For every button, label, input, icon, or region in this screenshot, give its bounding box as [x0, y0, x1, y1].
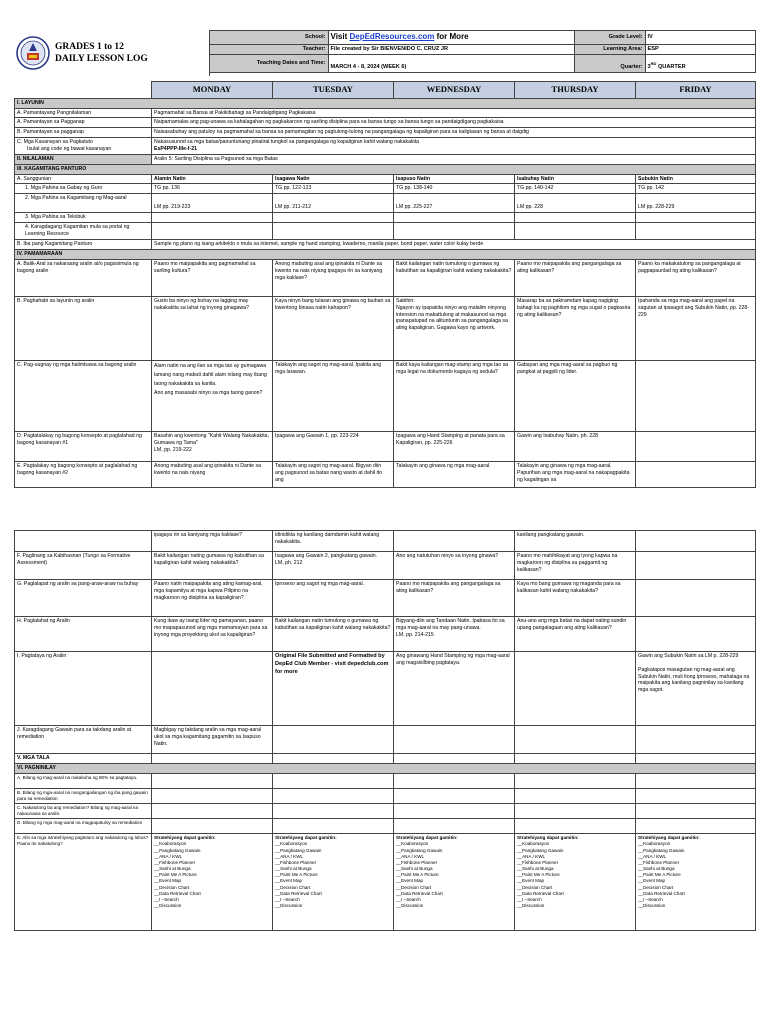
nilalaman-value: Aralin 5: Sariling Disiplina sa Pagsunod sa mga Batas — [152, 154, 756, 164]
row-label — [15, 138, 152, 155]
cell — [273, 726, 394, 754]
day-monday: MONDAY — [152, 82, 273, 98]
cell — [515, 652, 636, 726]
strategy-title: Stratehiyang dapat gamitin: — [638, 834, 700, 840]
section-pamamaraan: IV. PAMAMARAAN — [15, 249, 756, 259]
cell: Anu-ano ang mga batas na dapat nating sundin upang pangalagaan ang ating kalikasan? — [515, 617, 636, 652]
heading-cell: Alamin Natin — [152, 174, 273, 184]
school-link[interactable]: DepEdResources.com — [349, 32, 435, 41]
area-label: Learning Area: — [574, 44, 645, 54]
strategy-item: __Decision Chart — [154, 884, 190, 890]
cell — [152, 652, 273, 726]
strategy-item: __Fishbone Planner — [154, 859, 196, 865]
strategy-item: __I –Search — [517, 897, 542, 902]
cell: LM pp. 228 — [515, 194, 636, 213]
strategy-item: __Event Map — [396, 878, 424, 884]
strategy-item: __I –Search — [154, 897, 179, 902]
strategy-title: Stratehiyang dapat gamitin: — [275, 834, 337, 840]
section-layunin: I. LAYUNIN — [15, 98, 756, 108]
cell: TG pp. 136 — [152, 184, 273, 194]
row-value: Sample ng plano ng isang arkitekto o mula sa internet, sample ng hand stamping, kwaderno, manila paper, bond paper, water color kulay berde — [152, 240, 756, 250]
cell — [636, 580, 756, 617]
cell: Gawin ang Subukin Natin sa LM p. 228-229 Pagkatapos masagutan ng mag-aaral ang Subukin Natin, muli itong iproseso, mahalaga na maipakita ang kanilang pagninilay sa kanilang mga sagot. — [636, 652, 756, 726]
strategy-item: __Fishbone Planner — [517, 859, 559, 865]
cell: Bakit kailangan natin tumulong o gumawa ng kabutihan sa kapaligiran kahit walang nakakakita? — [273, 617, 394, 652]
row-label: B. Paghahabi sa layunin ng aralin — [15, 296, 152, 360]
cell: Bakit kaya kailangan mag-stamp ang mga tao sa mga legal na dokumento kagaya ng sedula? — [394, 360, 515, 431]
cell — [394, 531, 515, 552]
cell — [636, 617, 756, 652]
row-label: C. Pag-uugnay ng mga halimbawa sa bagong aralin — [15, 360, 152, 431]
strategy-item: __Paint Me A Picture — [517, 872, 560, 878]
row-label: I. Pagtataya ng Aralin — [15, 652, 152, 726]
cell: LM pp. 225-227 — [394, 194, 515, 213]
cell: Ang ginawang Hand Stamping ng mga mag-aaral ang magsisilbing pagtataya. — [394, 652, 515, 726]
strategy-list — [152, 833, 273, 930]
competency-code: EsP4PPP-IIIe-f-21 — [154, 145, 197, 152]
cell: Alam natin na ang ilan sa mga tao ay gumagawa lamang nang mabuti dahil alam nilang may ibang taong nakakakita sa kanila. Ano ang masasabi ninyo sa mga taong ganon? — [152, 360, 273, 431]
row-label: B. Iba pang Kagamitang Panturo — [15, 240, 152, 250]
cell: Talakayin ang sagot ng mag-aaral. Bigyan diin ang pagsunod sa batas nang wasto at dahil ito ang — [273, 461, 394, 487]
school-visit-text: Visit — [330, 32, 350, 41]
strategy-item: __Decision Chart — [517, 884, 553, 890]
cell — [273, 652, 394, 726]
grade-value: IV — [645, 31, 755, 45]
strategy-item: __Event Map — [638, 878, 666, 884]
cell — [636, 552, 756, 580]
lesson-table-part1 — [14, 81, 756, 487]
strategy-item: __ANA / KWL — [638, 853, 667, 859]
strategy-item: __Discussion — [396, 903, 424, 909]
cell: Gabayan ang mga mag-aaral sa pagbuo ng pangkat at pagpili ng lider. — [515, 360, 636, 431]
cell — [515, 726, 636, 754]
strategy-item: __Paint Me A Picture — [154, 872, 197, 878]
strategy-item: __Fishbone Planner — [275, 859, 317, 865]
row-label: 4. Karagdagang Kagamitan mula sa portal ng Learning Resource — [15, 223, 152, 240]
cell: Ano ang natutuhan ninyo sa inyong ginawa? — [394, 552, 515, 580]
strategy-item: __Sanhi at Bunga — [638, 866, 675, 872]
school-label: School: — [209, 31, 328, 45]
cell: Basahin ang kwentong "Kahit Walang Nakakakita, Gumawa ng Tama" LM, pp. 219-222 — [152, 431, 273, 461]
strategy-item: __Event Map — [275, 878, 303, 884]
teacher-label: Teacher: — [209, 44, 328, 54]
strategy-item: __Koaborasyon — [396, 841, 429, 847]
day-wednesday: WEDNESDAY — [394, 82, 515, 98]
page-2 — [14, 530, 755, 931]
cell: Sabihin: Ngayon ay ipapakita ninyo ang malalim ninyong intension na makattulong at makasunod sa mga ipanapatupad na alituntunin sa pangangalaga sa ating kapaligiran. Gagawa kayo ng artwork. — [394, 296, 515, 360]
strategy-item: __Pangkatang Gawain — [275, 847, 322, 853]
row-value: Naisasabuhay ang patuloy na pagmamahal sa bansa sa pamamagitan ng pagtulong-tulong na pangangalaga ng kapaligiran para sa kaligtasan ng bansa at daigdig — [152, 128, 756, 138]
heading-cell: Isapuso Natin — [394, 174, 515, 184]
strategy-item: __ANA / KWL — [396, 853, 425, 859]
strategy-item: __ANA / KWL — [154, 853, 183, 859]
cell: Bakit kailangan natin tumulong o gumawa ng kabutihan sa kapaligiran kahit walang nakakakita? — [394, 259, 515, 296]
header-title-line2: DAILY LESSON LOG — [55, 54, 148, 65]
row-label: 1. Mga Pahina sa Gabay ng Guro — [15, 184, 152, 194]
row-label: A. Sanggunian — [15, 174, 152, 184]
day-thursday: THURSDAY — [515, 82, 636, 98]
strategy-item: __Fishbone Planner — [396, 859, 438, 865]
header-title-line1: GRADES 1 to 12 — [55, 41, 124, 52]
cell: Paano natin maipapakita ang ating kamag-aral, mga kapamilya at mga kapwa Pilipino na magkaroon ng disiplina sa kapaligiran? — [152, 580, 273, 617]
section-pagninilay: VI. PAGNINILAY — [15, 763, 756, 773]
cell: Kaya mo bang gumawa ng maganda para sa kalikasan kahit walang nakakakita? — [515, 580, 636, 617]
row-label: J. Karagdagang Gawain para sa takdang aralin at remediation — [15, 726, 152, 754]
row-value — [152, 138, 756, 155]
row-label-text: C. Mga Kasanayan sa Pagkatuto — [17, 139, 93, 146]
cell: Anong mabuting asal ang ipinakita ni Dante sa kwento na nais niyang ipagaya rin sa kaniyang mga kaklase? — [273, 259, 394, 296]
cell: Talakayin ang sagot ng mag-aaral. Ipakita ang mga larawan. — [273, 360, 394, 431]
strategy-item: __Discussion — [638, 903, 666, 909]
cell: Gusto ba ninyo ng buhay na lagging may nakakakita sa lahat ng inyong ginagawa? — [152, 296, 273, 360]
cell: Paano mo maipapakita ang pangangalaga sa ating kalikasan? — [515, 259, 636, 296]
cell: Talakayin ang ginawa ng mga mag-aaral. — [394, 461, 515, 487]
section-tala: V. MGA TALA — [15, 754, 152, 764]
row-label: A. Pamantayan sa Pagganap — [15, 118, 152, 128]
strategy-item: __Data Retrieval Chart — [275, 890, 322, 896]
cell: LM pp. 228-229 — [636, 194, 756, 213]
row-label: A. Pamantayang Pangnilalaman — [15, 108, 152, 118]
strategy-item: __Paint Me A Picture — [396, 872, 439, 878]
cell: Bakit kailangan nating gumawa ng kabutihan sa kapaligiran kahit walang nakakakita? — [152, 552, 273, 580]
row-label: B. Bilang ng mga-aaral na nangangailangan ng iba pang gawain para sa remediation — [15, 788, 152, 803]
strategy-item: __Pangkatang Gawain — [517, 847, 564, 853]
cell: Kaya ninyo bang tularan ang ginawa ng tauhan sa kwentong binasa natin kahapon? — [273, 296, 394, 360]
strategy-list — [394, 833, 515, 930]
strategy-title: Stratehiyang dapat gamitin: — [517, 834, 579, 840]
cell: LM pp. 219-223 — [152, 194, 273, 213]
cell: Ipagawa ang Gawain 1, pp. 223-224 — [273, 431, 394, 461]
row-label: E. Pagtalakay ng bagong konsepto at paglalahad ng bagong kasanayan #2 — [15, 461, 152, 487]
strategy-title: Stratehiyang dapat gamitin: — [154, 834, 216, 840]
day-friday: FRIDAY — [636, 82, 756, 98]
header-table — [14, 30, 756, 76]
dates-value: MARCH 4 - 8, 2024 (WEEK 6) — [328, 54, 574, 72]
strategy-item: __Paint Me A Picture — [275, 872, 318, 878]
strategy-item: __Discussion — [517, 903, 545, 909]
lesson-table-part2 — [14, 530, 756, 931]
strategy-item: __Pangkatang Gawain — [154, 847, 201, 853]
strategy-item: __Decision Chart — [396, 884, 432, 890]
strategy-item: __I –Search — [275, 897, 300, 902]
strategy-item: __Pangkatang Gawain — [396, 847, 443, 853]
strategy-item: __Paint Me A Picture — [638, 872, 681, 878]
heading-cell: Subukin Natin — [636, 174, 756, 184]
strategy-item: __Koaborasyon — [275, 841, 308, 847]
heading-cell: Isabuhay Natin — [515, 174, 636, 184]
row-label: C. Nakatulong ba ang remediation? Bilang ng mag-aaral na nakaunawa sa aralin. — [15, 803, 152, 818]
cell: kanilang pangkatang gawain. — [515, 531, 636, 552]
strategy-item: __Discussion — [275, 903, 303, 909]
cell — [636, 726, 756, 754]
cell: Anong mabuting asal ang ipinakita ni Dante sa kwento na nais niyang — [152, 461, 273, 487]
strategy-item: __Decision Chart — [275, 884, 311, 890]
strategy-item: __Discussion — [154, 903, 182, 909]
strategy-item: __Data Retrieval Chart — [396, 890, 443, 896]
row-label: A. Bilang ng mag-aaral na nakakuha ng 80% sa pagtataya. — [15, 773, 152, 788]
cell: Talakayin ang ginawa ng mga mag-aaral. Papurihan ang mga mag-aaral na nakapagpakita ng kagalingan sa — [515, 461, 636, 487]
cell — [636, 531, 756, 552]
row-label-sub: Isulat ang code ng bawat kasanayan — [27, 145, 112, 152]
cell: Ipagawa ang Hand Stamping at panata para sa Kapaligiran, pp. 225-226 — [394, 431, 515, 461]
row-label: H. Paglalahat ng Aralin — [15, 617, 152, 652]
cell: LM pp. 211-212 — [273, 194, 394, 213]
strategy-item: __Data Retrieval Chart — [154, 890, 201, 896]
row-value: Naipamamalas ang pag-unawa sa kahalagahan ng pagkakaroon ng sariling disiplina para sa bansa tungo sa bansa tungo sa pandaigdigang pagkakaisa — [152, 118, 756, 128]
strategy-item: __Sanhi at Bunga — [517, 866, 554, 872]
strategy-item: __Decision Chart — [638, 884, 674, 890]
cell — [636, 431, 756, 461]
strategy-item: __Sanhi at Bunga — [396, 866, 433, 872]
area-value: ESP — [645, 44, 755, 54]
heading-cell: Isagawa Natin — [273, 174, 394, 184]
row-label: D. Bilang ng mga mag-aaral na magpapatuloy sa remediation — [15, 818, 152, 833]
cell — [636, 461, 756, 487]
strategy-item: __Koaborasyon — [154, 841, 187, 847]
row-label: D. Pagtatalakay ng bagong konsepto at paglalahad ng bagong kasanayan #1 — [15, 431, 152, 461]
strategy-title: Stratehiyang dapat gamitin: — [396, 834, 458, 840]
page-1 — [14, 30, 755, 488]
row-label: E. Alin sa mga istratehiyang pagtuturo ang nakatulong ng lubos? Paano ito nakatulong? — [15, 833, 152, 930]
quarter-label: Quarter: — [574, 54, 645, 72]
day-tuesday: TUESDAY — [273, 82, 394, 98]
cell: TG pp. 122-123 — [273, 184, 394, 194]
row-label: A. Balik-Aral sa nakaraang aralin at/o pagsisimula ng bagong aralin — [15, 259, 152, 296]
section-kagamitan: III. KAGAMITANG PANTURO — [15, 164, 756, 174]
strategy-list — [515, 833, 636, 930]
cell: Paano ka makakatulong sa pangangalaga at pagpapaunlad ng ating kalikasan? — [636, 259, 756, 296]
strategy-item: __Sanhi at Bunga — [154, 866, 191, 872]
school-value — [328, 31, 574, 45]
teacher-value: File created by Sir BIENVENIDO C. CRUZ JR — [328, 44, 574, 54]
cell: Paano mo maipapakita ang pangangalaga sa ating kalikasan? — [394, 580, 515, 617]
header-title-cell — [14, 31, 209, 77]
strategy-item: __Data Retrieval Chart — [638, 890, 685, 896]
cell: ipagaya rin sa kaniyang mga kaklase? — [152, 531, 273, 552]
cell: Isagawa ang Gawain 2, pangkatang gawain. LM, ph. 212 — [273, 552, 394, 580]
school-suffix-text: for More — [434, 32, 469, 41]
cell — [394, 726, 515, 754]
competency-text: Nakasusunod sa mga batas/panuntunang pinaiiral tungkol sa pangangalaga ng kapaligiran kahit walang nakakakita — [154, 139, 420, 146]
cell: Paano mo maipapakita ang pagmamahal sa sariling kultura? — [152, 259, 273, 296]
strategy-item: __Koaborasyon — [517, 841, 550, 847]
strategy-list — [636, 833, 756, 930]
strategy-item: __Event Map — [517, 878, 545, 884]
cell — [636, 360, 756, 431]
cell: Bigyang-diin ang Tandaan Natin. Ipabasa ito sa mga mag-aaral na may pang-unawa. LM, pp. 214-215 — [394, 617, 515, 652]
strategy-item: __ANA / KWL — [517, 853, 546, 859]
strategy-item: __Data Retrieval Chart — [517, 890, 564, 896]
cell: Iproseso ang sagot ng mga mag-aaral. — [273, 580, 394, 617]
strategy-item: __I –Search — [396, 897, 421, 902]
cell: Magbigay ng takdang aralin sa mga mag-aaral ukol sa mga kagamitang gagamitin sa Isapuso Natin. — [152, 726, 273, 754]
dates-label: Teaching Dates and Time: — [209, 54, 328, 72]
cell: Masarap ba sa pakiramdam kapag nagiging bahagi ka ng paghilom ng mga sugat o pagkasira ng ating kalikasan? — [515, 296, 636, 360]
strategy-list — [273, 833, 394, 930]
cell: Kung ikaw ay isang lider ng pamayanan, paano mo mapapasunod ang mga mamamayan para sa inyong mga proyektong ukol sa kapaligiran? — [152, 617, 273, 652]
cell: TG pp. 138-140 — [394, 184, 515, 194]
cell: Paano mo mahihikayat ang iyong kapwa na magkaroon ng disiplina sa paggamit ng kalikasan? — [515, 552, 636, 580]
row-label: 2. Mga Pahina sa Kagamitang ng Mag-aaral — [15, 194, 152, 213]
cell: TG pp. 140-142 — [515, 184, 636, 194]
cell: Gawin ang Isabuhay Natin, ph. 228 — [515, 431, 636, 461]
strategy-item: __Pangkatang Gawain — [638, 847, 685, 853]
cell: TG pp. 142 — [636, 184, 756, 194]
row-label: G. Paglalapat ng aralin sa pang-araw-araw na buhay — [15, 580, 152, 617]
cell: Ipahanda sa mga mag-aaral ang papel na sagutan at ipasagot ang Subukin Natin, pp. 228-229 — [636, 296, 756, 360]
strategy-item: __ANA / KWL — [275, 853, 304, 859]
strategy-item: __Event Map — [154, 878, 182, 884]
quarter-value: 3RD QUARTER — [645, 54, 755, 72]
strategy-item: __Fishbone Planner — [638, 859, 680, 865]
row-label: F. Paglinang sa Kabihasnan (Tungo sa Formative Assessment) — [15, 552, 152, 580]
row-label: 3. Mga Pahina sa Teksbuk — [15, 213, 152, 223]
row-label: B. Pamantayan sa pagganap — [15, 128, 152, 138]
deped-seal-icon — [16, 36, 50, 70]
row-value: Pagmamahal sa Bansa at Pakikibahagi sa Pandaigdigang Pagkakaisa — [152, 108, 756, 118]
cell: idinidikta ng kanilang damdamin kahit walang nakakakita. — [273, 531, 394, 552]
section-nilalaman: II. NILALAMAN — [15, 154, 152, 164]
strategy-item: __I –Search — [638, 897, 663, 902]
notice-text: Original File Submitted and Formatted by DepEd Club Member - visit depedclub.com for more — [275, 653, 389, 675]
strategy-item: __Sanhi at Bunga — [275, 866, 312, 872]
grade-label: Grade Level: — [574, 31, 645, 45]
strategy-item: __Koaborasyon — [638, 841, 671, 847]
